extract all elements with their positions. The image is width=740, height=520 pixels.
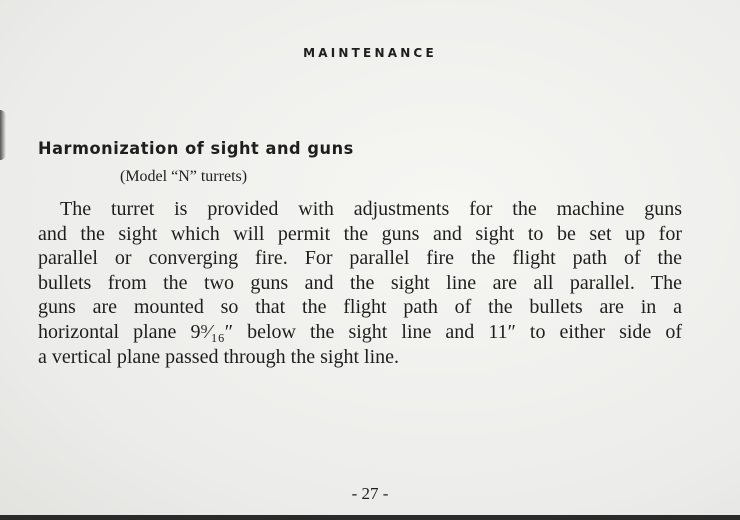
page-edge xyxy=(0,515,740,520)
body-line: guns are mounted so that the flight path of the bullets are in a xyxy=(38,296,682,319)
body-line: a vertical plane passed through the sight line. xyxy=(38,345,400,368)
page-number: - 27 - xyxy=(351,484,389,503)
body-line: parallel or converging fire. For parallel fire the flight path of the xyxy=(38,247,682,270)
binding-shadow xyxy=(0,110,6,160)
body-line: bullets from the two guns and the sight line are all parallel. The xyxy=(38,271,682,294)
section-subheading: (Model “N” turrets) xyxy=(120,168,248,185)
body-line: horizontal plane 9⁹⁄₁₆″ below the sight line and 11″ to either side of xyxy=(38,320,682,343)
body-line: The turret is provided with adjustments for the machine guns xyxy=(60,198,682,220)
section-heading: Harmonization of sight and guns xyxy=(38,139,354,159)
running-head: MAINTENANCE xyxy=(303,46,437,60)
body-line: and the sight which will permit the guns and sight to be set up for xyxy=(38,222,682,245)
body-paragraph xyxy=(38,197,682,369)
